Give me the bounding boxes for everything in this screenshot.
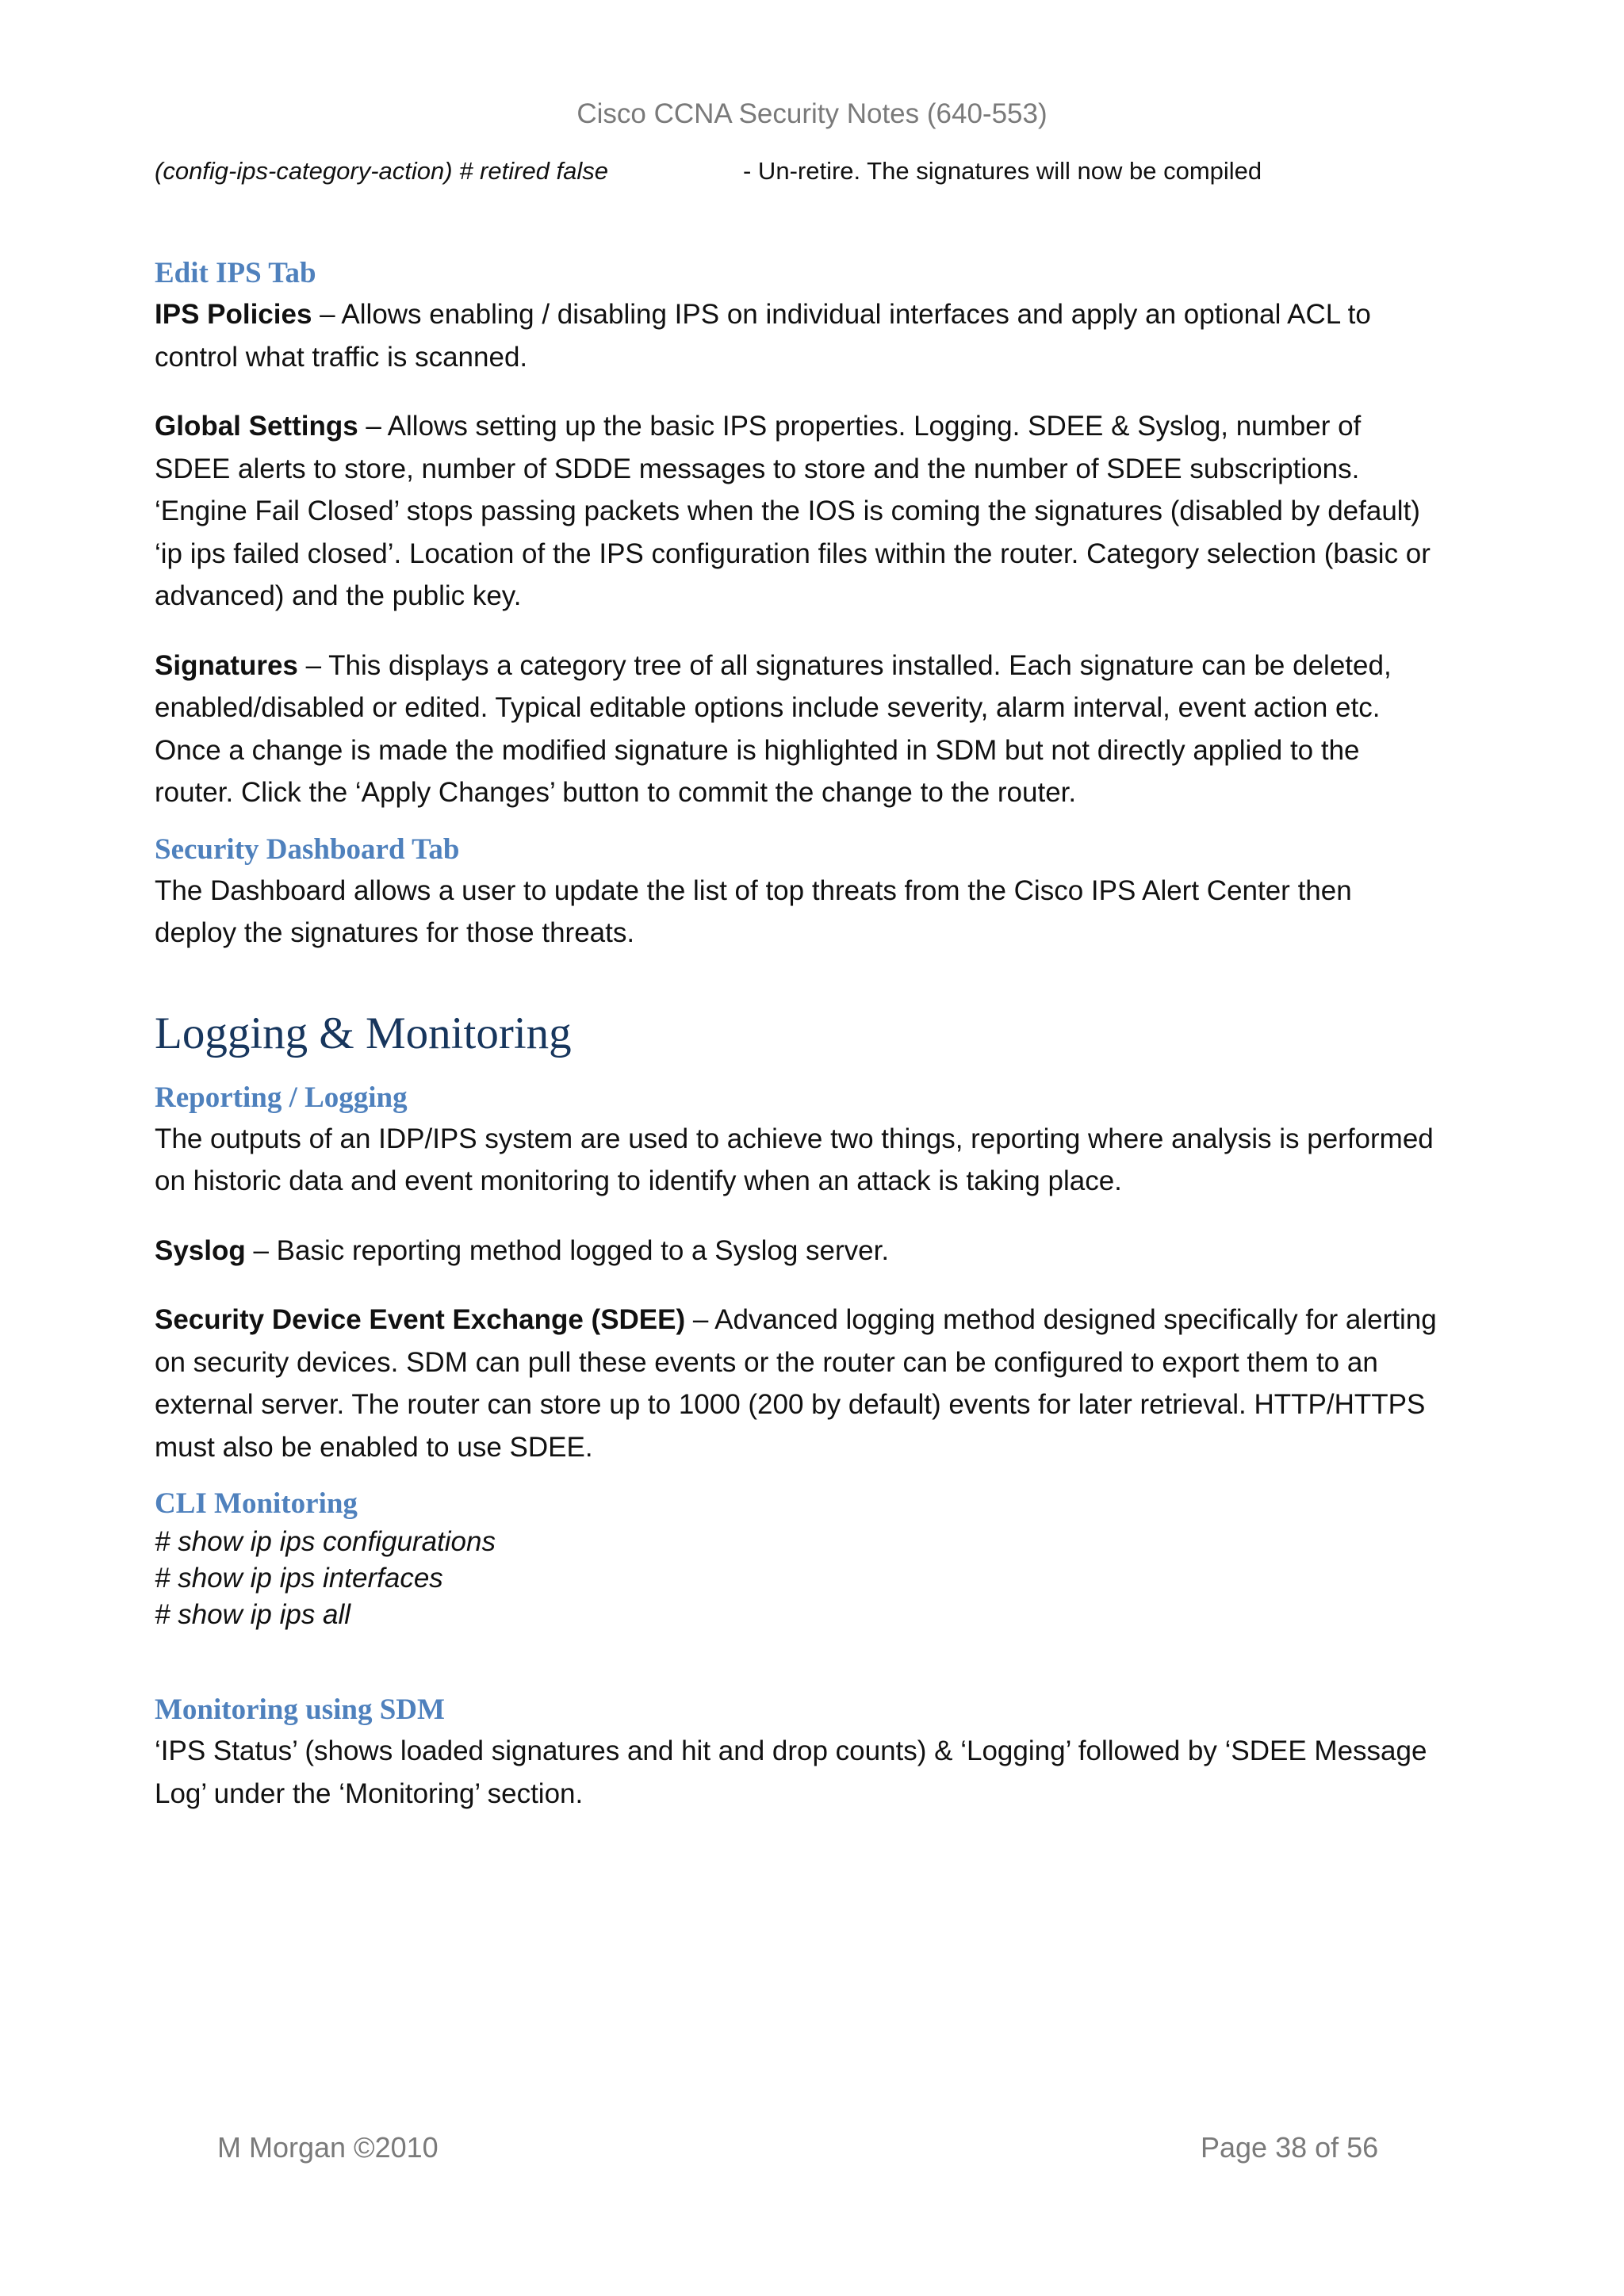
security-dashboard-paragraph: The Dashboard allows a user to update the list of top threats from the Cisco IPS Alert Center then deploy the signatures for those threats. (155, 874, 1352, 948)
cli-command: # show ip ips interfaces (155, 1563, 443, 1594)
command-description: - Un-retire. The signatures will now be compiled (743, 157, 1262, 185)
running-header: Cisco CCNA Security Notes (640-553) (576, 98, 1048, 129)
cli-monitoring-heading: CLI Monitoring (155, 1487, 358, 1520)
syslog-text: – Basic reporting method logged to a Syslog server. (245, 1234, 890, 1266)
page-content (155, 254, 1439, 1842)
signatures-paragraph (155, 645, 1439, 814)
monitoring-sdm-heading: Monitoring using SDM (155, 1693, 445, 1726)
cli-command: # show ip ips all (155, 1599, 351, 1630)
logging-monitoring-heading: Logging & Monitoring (155, 1008, 572, 1058)
global-settings-text: – Allows setting up the basic IPS properties. Logging. SDEE & Syslog, number of SDEE alerts to store, number of SDDE messages to store and the number of SDEE subscriptions. ‘Engine Fail Closed’ stops passing packets when the IOS is coming the signatures (disabled by default) ‘ip ips failed closed’. Location of the IPS configuration files within the router. Category selection (basic or advanced) and the public key. (155, 411, 1431, 611)
command-text: (config-ips-category-action) # retired false (155, 157, 609, 185)
syslog-term: Syslog (155, 1234, 246, 1266)
global-settings-term: Global Settings (155, 411, 358, 442)
global-settings-paragraph (155, 405, 1439, 618)
edit-ips-tab-heading: Edit IPS Tab (155, 257, 316, 289)
signatures-text: – This displays a category tree of all signatures installed. Each signature can be deleted, enabled/disabled or edited. Typical editable options include severity, alarm interval, event action etc. Once a change is made the modified signature is highlighted in SDM but not directly applied to the router. Click the ‘Apply Changes’ button to commit the change to the router. (155, 649, 1392, 808)
sdee-paragraph (155, 1299, 1439, 1468)
cli-command: # show ip ips configurations (155, 1526, 496, 1557)
footer-page-number: Page 38 of 56 (1201, 2131, 1379, 2164)
cli-command-list (155, 1524, 1439, 1633)
ips-policies-text: – Allows enabling / disabling IPS on individual interfaces and apply an optional ACL to control what traffic is scanned. (155, 299, 1371, 373)
sdee-text: – Advanced logging method designed specifically for alerting on security devices. SDM can pull these events or the router can be configured to export them to an external server. The router can store up to 1000 (200 by default) events for later retrieval. HTTP/HTTPS must also be enabled to use SDEE. (155, 1304, 1437, 1463)
retired-command-row (155, 155, 1439, 187)
reporting-intro-paragraph: The outputs of an IDP/IPS system are used to achieve two things, reporting where analysis is performed on historic data and event monitoring to identify when an attack is taking place. (155, 1123, 1434, 1196)
ips-policies-term: IPS Policies (155, 299, 312, 330)
syslog-paragraph (155, 1230, 1439, 1272)
sdee-term: Security Device Event Exchange (SDEE) (155, 1304, 686, 1335)
ips-policies-paragraph (155, 293, 1439, 378)
footer-author: M Morgan ©2010 (217, 2131, 439, 2164)
security-dashboard-heading: Security Dashboard Tab (155, 832, 460, 866)
signatures-term: Signatures (155, 649, 298, 681)
reporting-logging-heading: Reporting / Logging (155, 1081, 408, 1114)
monitoring-sdm-paragraph: ‘IPS Status’ (shows loaded signatures and hit and drop counts) & ‘Logging’ followed by ‘SDEE Message Log’ under the ‘Monitoring’ section. (155, 1735, 1427, 1809)
